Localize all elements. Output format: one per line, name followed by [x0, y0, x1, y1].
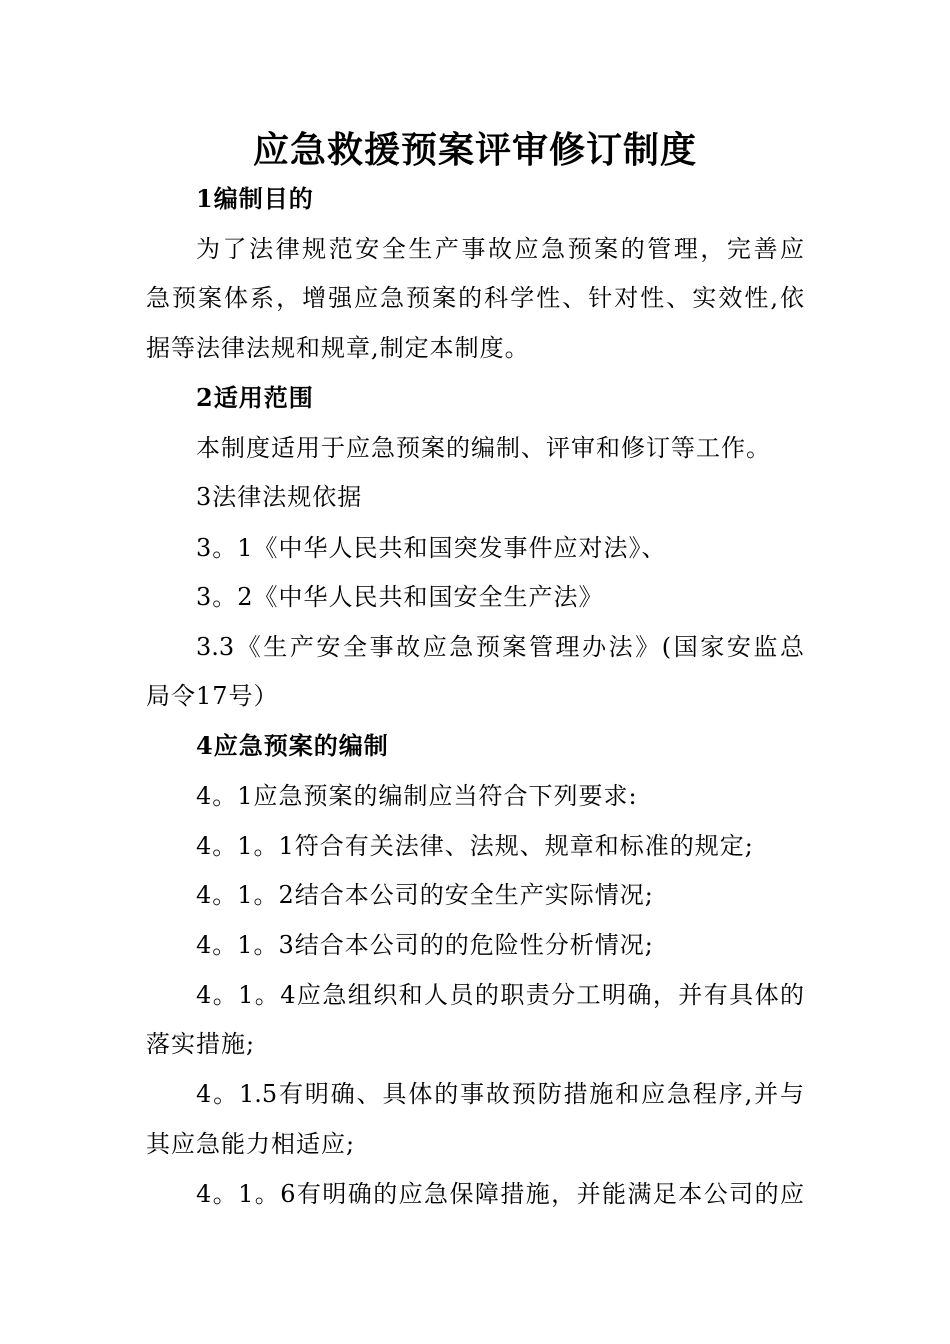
- list-item: 4。1。6有明确的应急保障措施，并能满足本公司的应: [196, 1180, 804, 1208]
- list-item: 4。1。4应急组织和人员的职责分工明确，并有具体的: [196, 981, 804, 1009]
- paragraph-line: 急预案体系，增强应急预案的科学性、针对性、实效性,依: [146, 284, 804, 312]
- section-heading-1: 1编制目的: [196, 184, 314, 213]
- list-item: 4。1。3结合本公司的的危险性分析情况;: [196, 931, 654, 959]
- section-heading-2: 2适用范围: [196, 383, 314, 412]
- section-heading-3: 3法律法规依据: [196, 483, 363, 511]
- list-item: 4。1.5有明确、具体的事故预防措施和应急程序,并与: [196, 1080, 804, 1108]
- section-heading-4: 4应急预案的编制: [196, 731, 389, 760]
- paragraph-line: 为了法律规范安全生产事故应急预案的管理，完善应: [196, 235, 804, 263]
- list-item: 3.3《生产安全事故应急预案管理办法》(国家安监总: [196, 633, 804, 661]
- list-item: 4。1。2结合本公司的安全生产实际情况;: [196, 881, 654, 909]
- paragraph-line: 据等法律法规和规章,制定本制度。: [146, 334, 530, 362]
- list-item: 3。1《中华人民共和国突发事件应对法》、: [196, 534, 667, 562]
- list-item: 3。2《中华人民共和国安全生产法》: [196, 583, 604, 611]
- paragraph-line: 本制度适用于应急预案的编制、评审和修订等工作。: [196, 434, 771, 462]
- document-title: 应急救援预案评审修订制度: [252, 129, 697, 171]
- list-item-continuation: 落实措施;: [146, 1030, 256, 1058]
- list-item: 4。1应急预案的编制应当符合下列要求:: [196, 782, 638, 810]
- list-item-continuation: 其应急能力相适应;: [146, 1130, 356, 1158]
- list-item-continuation: 局令17号）: [146, 682, 279, 710]
- list-item: 4。1。1符合有关法律、法规、规章和标准的规定;: [196, 832, 754, 860]
